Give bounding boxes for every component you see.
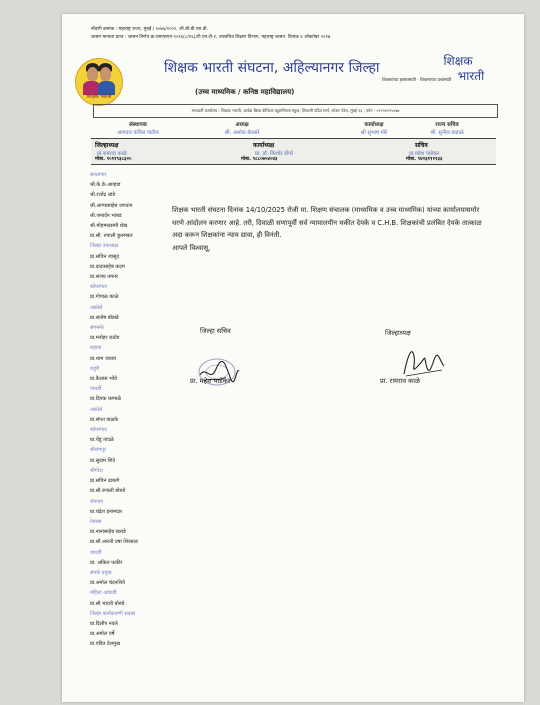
roster-member-name: प्रा.नानासाहेब खराडे [90,529,126,536]
role-header-2: अध्यक्ष [235,122,249,128]
roster-section-label: संपर्क प्रमुख [90,569,112,576]
roster-member-name: प्रा.संजय तमनर [90,274,118,281]
roster-member-name: प्रा.मनोहर राठोड [90,335,120,342]
roster-section-label: जिल्हा कार्यकारणी सदस्य [90,610,136,617]
signatory-1-name: प्रा. महेश पाडेकर [190,377,231,385]
district-head-phone: मोबा. ९०११९३८३२० [95,157,132,162]
signatory-1-role: जिल्हा सचिव [200,327,231,335]
roster-member-name: प्रा.सचिन ढाकणे [90,478,120,485]
role-header-3: कार्याध्यक्ष [364,122,384,128]
role-name-2: श्री. अशोक बेलसरे [224,130,260,136]
organisation-title: शिक्षक भारती संघटना, अहिल्यानगर जिल्हा [164,60,380,76]
roster-section-label: संगमनेर [90,325,105,332]
organisation-subtitle: (उच्च माध्यमिक / कनिष्ठ महाविद्यालय) [195,88,295,96]
roster-member-name: प्रा.सौ. रुपाली कुरुमकर [90,233,133,240]
letter-closing: आपले विश्वासू, [172,243,211,252]
signatory-2-name: प्रा. रामराव काळे [380,377,420,385]
secretary-phone: मोबा. ९४२३११११३३ [406,157,443,162]
letter-body [172,204,490,254]
signatory-2-role: जिल्हाध्यक्ष [385,329,411,337]
executive-head-label: कार्याध्यक्ष [253,142,275,149]
organisation-logo [75,58,123,106]
letter-paragraph: शिक्षक भारती संघटना दिनांक 14/10/2025 रोजी मा. शिक्षण संचालक (माध्यमिक व उच्च माध्यमिक) यांच्या कार्यालयासमोर धरणे आंदोलन करणार आहे. तरी, दिवाळी सणापूर्वी सर्व न्यायालयीन थकीत देयके व C.H.B. शिक्षकांची प्रलंबित देयके तात्काळ अदा करून शिक्षकांना न्याय द्यावा, ही विनंती. [172,206,482,239]
roster-member-name: श्री.के.के.आव्हाड [90,182,121,189]
roster-member-name: प्रा.चंद्रेश इनामदार [90,508,123,515]
roster-section-label: जिल्हा उपाध्यक्ष [90,243,118,250]
roster-section-label: नेवासा [90,518,102,525]
roster-section-label: कोपरगाव [90,284,107,291]
signature-stamp-1 [192,353,242,391]
roster-member-name: प्रा.सौ.रुपाली बोरुडे [90,488,126,495]
roster-section-label: राहाता [90,345,102,352]
letter-sheet [62,14,524,702]
role-header-1: संस्थापक [129,122,147,128]
roster-section-label: अकोले [90,406,103,413]
executive-head-name: प्रा. डॉ. किशोर डोंगरे [255,151,294,157]
roster-member-name: प्रा.अमोल वर्षे [90,631,115,638]
roster-member-name: प्रा.संतोष बोडखे [90,314,119,321]
address-box: मध्यवर्ती कार्यालय : शिक्षक भारती, आदेश बिल्ड कॅपिटल ट्युशनिंगला स्कूल, शिवाजी पंडित मार्ग, लोअर परेल, मुंबई १३ , फोन - ०२२२४९२५०७७ [93,104,498,118]
roster-section-label: महिला आघाडी [90,590,117,597]
roster-section-label: पाथर्डी [90,549,102,556]
brand-line-2: भारती [457,69,485,83]
role-name-4: श्री. सुनील डाढाळे [430,130,464,136]
roster-member-name: श्री.आप्पासाहेब जगताप [90,202,133,209]
district-head-name: प्रा.रामराव काळे [97,151,127,157]
role-header-4: राज्य सचिव [435,122,459,128]
brand-tagline: शिक्षकांच्या हक्कासाठी · शिक्षणाच्या प्रश्नांसाठी [382,77,452,82]
roster-member-name: श्री.राजेंद्र लांडे [90,192,116,199]
roster-member-name: प्रा.सुदाम शिंदे [90,457,115,464]
roster-member-name: श्री.जनार्दन भाबड [90,212,122,219]
roster-member-name: प्रा.दिपक घरमाळे [90,396,122,403]
roster-section-label: सल्लागार [90,172,107,178]
registration-line-2: शासन मान्यता प्राप्त : शासन निर्णय क्र.एसएसएन-१०१६(८/१६)/टी.एन.टी-१, उपसचिव शिक्षण विभाग, महाराष्ट्र शासन. दिनांक ४ ऑक्टोबर २०१७ [91,35,331,40]
district-office-bar [91,138,496,165]
registration-line-1: नोंदणी क्रमांक : महाराष्ट्र राज्य, मुंबई / १०७६/२००९, जी.बी.बी.एस.डी. [91,27,208,32]
roster-member-name: प्रा.पंडित देशमुख [90,641,121,648]
roster-member-name: प्रा.शाम जाधव [90,355,116,362]
district-head-label: जिल्हाध्यक्ष [95,142,119,149]
signature-2 [400,344,446,380]
roster-section-label: अकोले [90,304,103,311]
executive-head-phone: मोबा. ९८८०७५४०४३ [241,157,278,162]
role-name-3: श्री सुभाष मोरे [360,130,388,136]
roster-member-name: प्रा. अकिल फकीर [90,559,123,566]
secretary-label: सचिव [415,142,428,149]
roster-member-name: प्रा.संपत वाळके [90,416,119,423]
brand-line-1: शिक्षक [443,54,473,68]
secretary-name: प्रा.महेश पाडेकर [409,151,440,157]
roster-section-label: श्रीरामपूर [90,447,107,454]
roster-member-name: प्रा.सचिन जासूद [90,253,119,260]
roster-section-label: पाथर्डी [90,386,102,393]
roster-section-label: कोपरगाव [90,427,107,434]
role-name-1: आमदार कपिल पाटील [117,130,159,136]
roster-section-label: राहुरी [90,365,100,372]
roster-member-name: प्रा.सौ.आरती उषा शिरसाठ [90,539,138,546]
roster-member-name: प्रा.सौ.भारती बोरुडे [90,600,125,607]
roster-member-name: प्रा.चेंडू तांदळे [90,437,114,444]
roster-member-name: प्रा.अमोल चंदनशिवे [90,580,125,587]
roster-section-label: शेवगाव [90,498,104,505]
roster-member-name: प्रा.दादासाहेब कदम [90,263,125,270]
roster-section-label: श्रीगोंदा [90,467,103,474]
roster-member-name: प्रा.गोपाळ काळे [90,294,119,301]
roster-member-name: प्रा.कैलास भोये [90,376,117,383]
roster-member-name: श्री.मोहम्मदसमी शेख [90,223,128,230]
logo-text: शिक्षक भारती [86,94,112,100]
roster-member-name: प्रा.दिलीप नवले [90,620,118,627]
